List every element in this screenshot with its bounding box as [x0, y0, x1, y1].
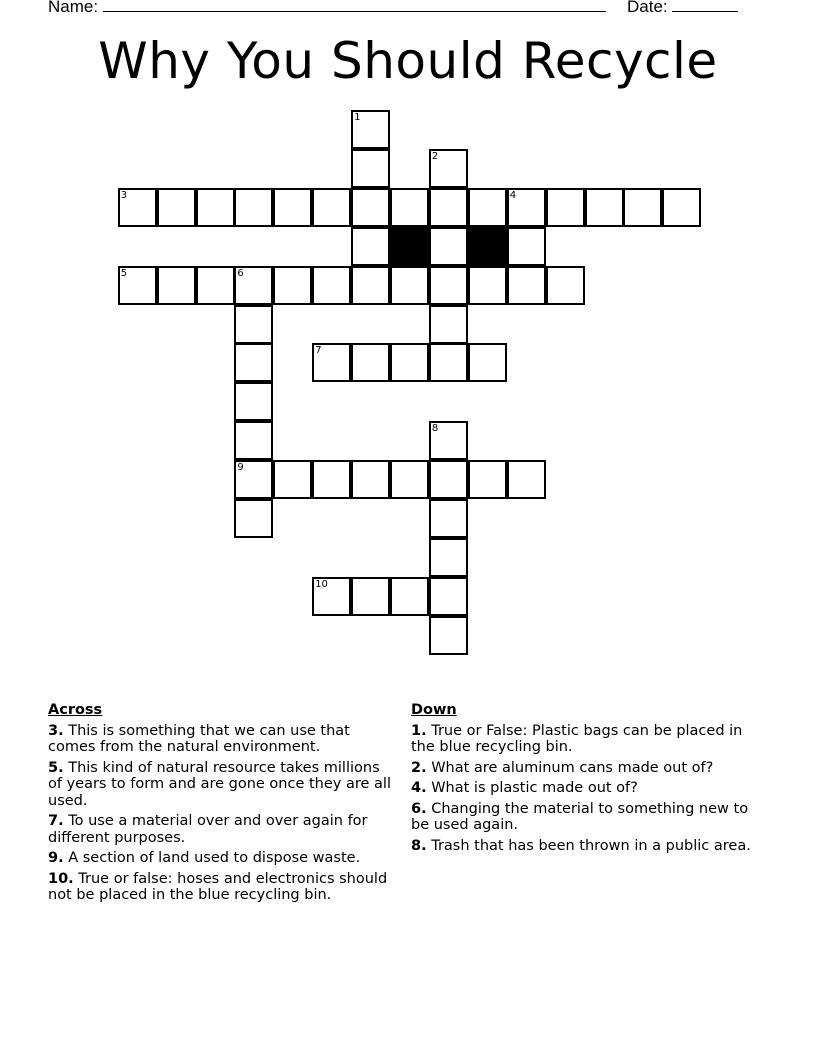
clue-down-4: 4. What is plastic made out of?: [411, 780, 638, 796]
crossword-cell[interactable]: [585, 188, 624, 227]
crossword-cell[interactable]: [623, 188, 662, 227]
crossword-cell[interactable]: [234, 188, 273, 227]
crossword-cell[interactable]: [429, 460, 468, 499]
crossword-cell[interactable]: [273, 266, 312, 305]
crossword-cell[interactable]: [234, 266, 273, 305]
crossword-cell[interactable]: [351, 188, 390, 227]
clue-down-1: 1. True or False: Plastic bags can be placed in the blue recycling bin.: [411, 722, 743, 755]
crossword-cell[interactable]: [507, 188, 546, 227]
clue-number: 2: [431, 150, 439, 162]
crossword-cell[interactable]: [312, 460, 351, 499]
crossword-cell[interactable]: [662, 188, 701, 227]
clue-number: 6: [237, 267, 244, 279]
clue-down-6: 6. Changing the material to something new to be used again.: [411, 800, 749, 833]
crossword-cell[interactable]: [196, 266, 235, 305]
crossword-cell[interactable]: [273, 460, 312, 499]
down-heading: Down: [411, 702, 457, 718]
clue-across-3: 3. This is something that we can use that comes from the natural environment.: [48, 722, 350, 755]
clue-down-8: 8. Trash that has been thrown in a public area.: [411, 837, 751, 854]
crossword-black-square: [390, 227, 429, 266]
crossword-cell[interactable]: [351, 110, 390, 149]
clue-number: 9: [237, 462, 244, 474]
clue-across-5: 5. This kind of natural resource takes millions of years to form and are gone once they are all used.: [48, 759, 391, 809]
crossword-cell[interactable]: [312, 343, 351, 382]
crossword-cell[interactable]: [234, 499, 273, 538]
crossword-cell[interactable]: [468, 343, 507, 382]
crossword-cell[interactable]: [429, 227, 468, 266]
crossword-cell[interactable]: [273, 188, 312, 227]
crossword-cell[interactable]: [507, 266, 546, 305]
crossword-cell[interactable]: [429, 538, 468, 577]
crossword-cell[interactable]: [546, 188, 585, 227]
crossword-cell[interactable]: [234, 421, 273, 460]
clue-number: 3: [120, 189, 128, 201]
clue-across-7: 7. To use a material over and over again for different purposes.: [48, 813, 368, 846]
clue-down-2: 2. What are aluminum cans made out of?: [411, 759, 714, 776]
crossword-cell[interactable]: [234, 305, 273, 344]
clue-number: 8: [431, 423, 439, 435]
crossword-cell[interactable]: [468, 266, 507, 305]
clue-across-9: 9. A section of land used to dispose waste.: [48, 850, 361, 866]
page-title: Why You Should Recycle: [98, 32, 718, 90]
clue-number: 4: [509, 189, 517, 201]
crossword-cell[interactable]: [157, 188, 196, 227]
crossword-cell[interactable]: [429, 188, 468, 227]
crossword-cell[interactable]: [429, 149, 468, 188]
crossword-cell[interactable]: [429, 616, 468, 655]
crossword-cell[interactable]: [390, 577, 429, 616]
across-heading: Across: [48, 702, 103, 718]
crossword-cell[interactable]: [312, 577, 351, 616]
crossword-cell[interactable]: [390, 343, 429, 382]
crossword-cell[interactable]: [234, 343, 273, 382]
crossword-cell[interactable]: [118, 266, 157, 305]
crossword-cell[interactable]: [196, 188, 235, 227]
crossword-cell[interactable]: [507, 460, 546, 499]
crossword-cell[interactable]: [429, 421, 468, 460]
crossword-cell[interactable]: [390, 266, 429, 305]
crossword-cell[interactable]: [312, 266, 351, 305]
crossword-cell[interactable]: [118, 188, 157, 227]
name-label: Name:: [48, 0, 99, 16]
crossword-cell[interactable]: [468, 460, 507, 499]
crossword-cell[interactable]: [429, 499, 468, 538]
crossword-cell[interactable]: [351, 149, 390, 188]
down-clues: [411, 702, 761, 858]
crossword-cell[interactable]: [157, 266, 196, 305]
crossword-cell[interactable]: [351, 343, 390, 382]
crossword-cell[interactable]: [468, 188, 507, 227]
crossword-cell[interactable]: [234, 460, 273, 499]
across-clues: [48, 702, 398, 908]
clue-number: 5: [120, 267, 128, 279]
crossword-cell[interactable]: [546, 266, 585, 305]
crossword-cell[interactable]: [234, 382, 273, 421]
clue-number: 7: [315, 345, 322, 357]
crossword-cell[interactable]: [312, 188, 351, 227]
crossword-cell[interactable]: [507, 227, 546, 266]
crossword-cell[interactable]: [429, 266, 468, 305]
clue-number: 1: [354, 112, 361, 123]
date-label: Date:: [627, 0, 668, 16]
crossword-cell[interactable]: [429, 305, 468, 344]
crossword-cell[interactable]: [390, 460, 429, 499]
crossword-cell[interactable]: [351, 460, 390, 499]
crossword-cell[interactable]: [429, 577, 468, 616]
clue-number: 10: [315, 578, 328, 590]
crossword-cell[interactable]: [429, 343, 468, 382]
crossword-cell[interactable]: [390, 188, 429, 227]
crossword-cell[interactable]: [351, 227, 390, 266]
crossword-black-square: [468, 227, 507, 266]
clue-across-10: 10. True or false: hoses and electronics should not be placed in the blue recycling bin.: [48, 870, 388, 903]
crossword-cell[interactable]: [351, 266, 390, 305]
crossword-cell[interactable]: [351, 577, 390, 616]
